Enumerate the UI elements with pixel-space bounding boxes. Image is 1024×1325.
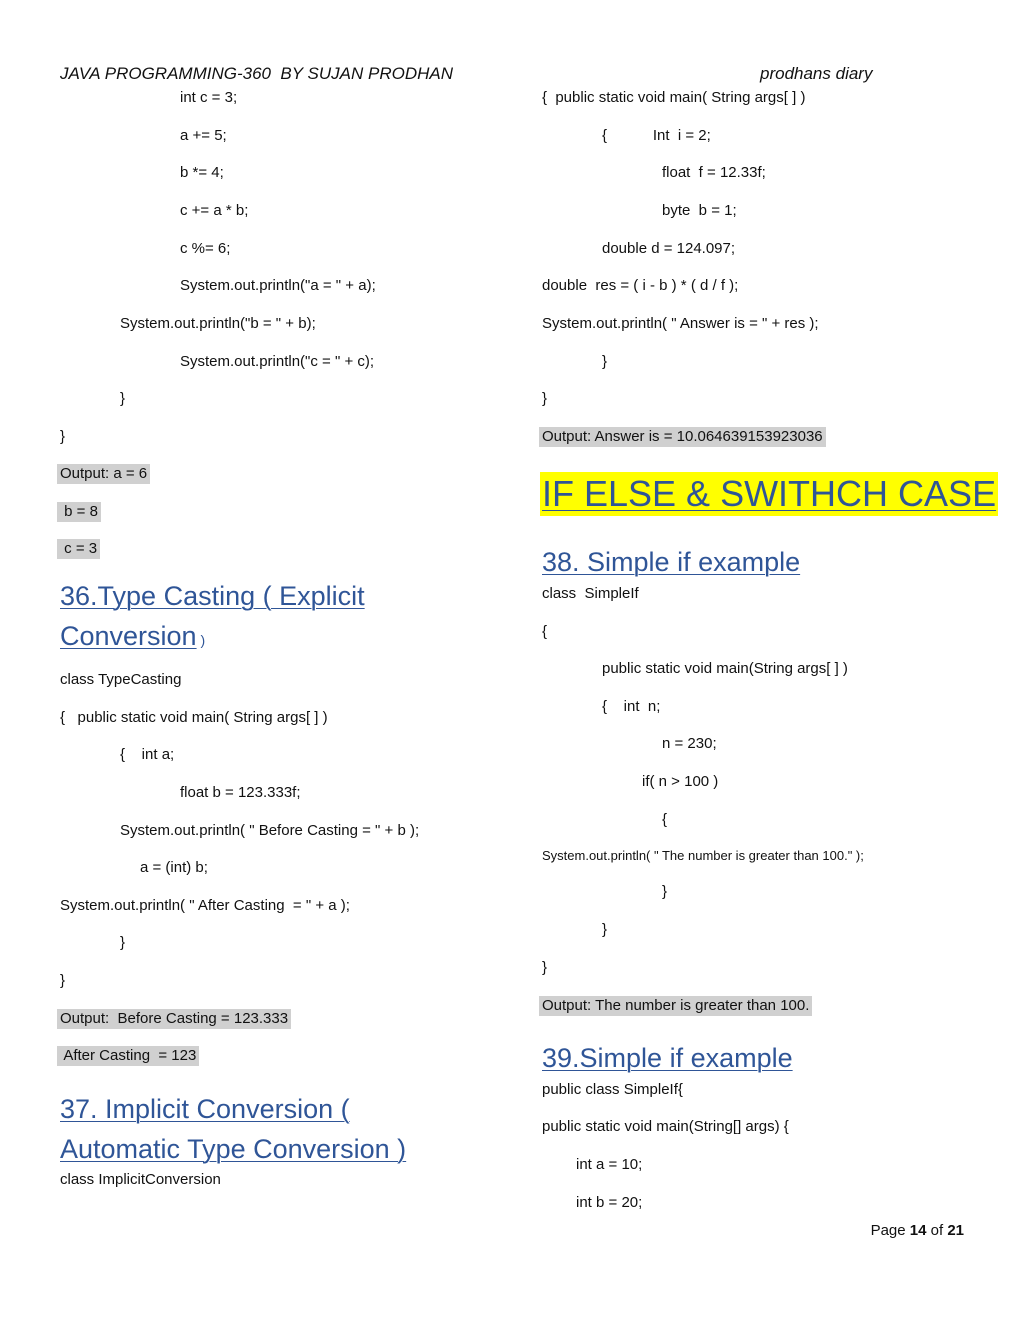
code-line: { xyxy=(542,623,548,640)
heading-37-line2: Automatic Type Conversion ) xyxy=(60,1134,407,1164)
output-line: Output: Answer is = 10.064639153923036 xyxy=(539,427,826,447)
code-line: int c = 3; xyxy=(180,89,238,106)
output-line: After Casting = 123 xyxy=(57,1046,199,1066)
code-line: } xyxy=(542,959,548,976)
code-line: int b = 20; xyxy=(576,1194,643,1211)
code-line: int a = 10; xyxy=(576,1156,643,1173)
heading-37-line1: 37. Implicit Conversion ( xyxy=(60,1094,350,1124)
code-line: public class SimpleIf{ xyxy=(542,1081,683,1098)
code-line: a += 5; xyxy=(180,127,227,144)
section-title: IF ELSE & SWITHCH CASE xyxy=(542,473,997,514)
output-line: Output: The number is greater than 100. xyxy=(539,996,812,1016)
code-line: } xyxy=(662,883,668,900)
code-line: System.out.println( " Answer is = " + res ); xyxy=(542,315,819,332)
page-current: 14 xyxy=(909,1222,927,1239)
output-line: Output: a = 6 xyxy=(57,464,150,484)
code-line: { int n; xyxy=(602,698,661,715)
code-line: } xyxy=(542,390,548,407)
code-line: c %= 6; xyxy=(180,240,231,257)
code-line: { public static void main( String args[ ] ) xyxy=(60,709,328,726)
header-title: JAVA PROGRAMMING-360 BY SUJAN PRODHAN xyxy=(60,64,453,83)
page-prefix: Page xyxy=(870,1222,910,1239)
code-line: } xyxy=(60,428,66,445)
code-line: { Int i = 2; xyxy=(602,127,711,144)
heading-36-paren: ) xyxy=(196,632,206,648)
page-total: 21 xyxy=(947,1222,964,1239)
code-line: class TypeCasting xyxy=(60,671,182,688)
code-line: } xyxy=(120,934,126,951)
code-line: System.out.println( " Before Casting = " + b ); xyxy=(120,822,420,839)
code-line: System.out.println( " The number is greater than 100." ); xyxy=(542,848,864,863)
code-line: System.out.println("b = " + b); xyxy=(120,315,316,332)
output-line: c = 3 xyxy=(57,539,100,559)
code-line: class ImplicitConversion xyxy=(60,1171,221,1188)
code-line: System.out.println( " After Casting = " + a ); xyxy=(60,897,350,914)
code-line: double d = 124.097; xyxy=(602,240,736,257)
page-of: of xyxy=(926,1222,948,1239)
code-line: a = (int) b; xyxy=(140,859,208,876)
code-line: } xyxy=(602,353,608,370)
code-line: } xyxy=(60,972,66,989)
code-line: class SimpleIf xyxy=(542,585,639,602)
code-line: public static void main(String args[ ] ) xyxy=(602,660,848,677)
output-line: b = 8 xyxy=(57,502,101,522)
code-line: float b = 123.333f; xyxy=(180,784,301,801)
code-line: System.out.println("c = " + c); xyxy=(180,353,375,370)
code-line: public static void main(String[] args) { xyxy=(542,1118,789,1135)
code-line: { xyxy=(662,811,668,828)
code-line: double res = ( i - b ) * ( d / f ); xyxy=(542,277,739,294)
code-line: { public static void main( String args[ ] ) xyxy=(542,89,806,106)
code-line: n = 230; xyxy=(662,735,717,752)
code-line: if( n > 100 ) xyxy=(642,773,719,790)
code-line: float f = 12.33f; xyxy=(662,164,766,181)
code-line: System.out.println("a = " + a); xyxy=(180,277,376,294)
code-line: byte b = 1; xyxy=(662,202,737,219)
heading-38: 38. Simple if example xyxy=(542,547,801,577)
header-diary: prodhans diary xyxy=(760,64,873,83)
page-footer xyxy=(871,1222,964,1239)
heading-36-line2 xyxy=(60,616,205,660)
code-line: } xyxy=(120,390,126,407)
code-line: { int a; xyxy=(120,746,175,763)
code-line: c += a * b; xyxy=(180,202,249,219)
code-line: } xyxy=(602,921,608,938)
heading-36-text: Conversion xyxy=(60,621,197,651)
output-line: Output: Before Casting = 123.333 xyxy=(57,1009,291,1029)
heading-39: 39.Simple if example xyxy=(542,1043,793,1073)
heading-36-line1: 36.Type Casting ( Explicit xyxy=(60,581,365,611)
code-line: b *= 4; xyxy=(180,164,224,181)
